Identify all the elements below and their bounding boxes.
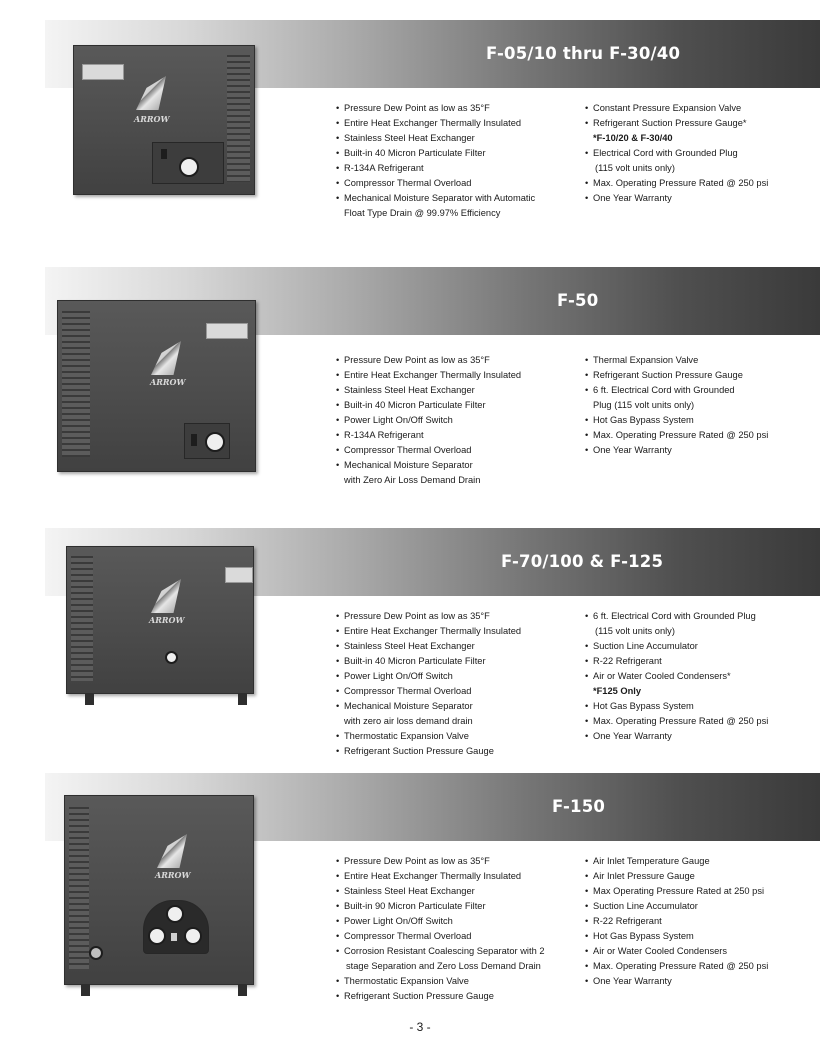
- section-title: F-70/100 & F-125: [501, 552, 664, 571]
- feature-list-left: [336, 609, 521, 759]
- dryer-unit-image: [66, 546, 254, 694]
- list-item: • One Year Warranty: [585, 191, 768, 206]
- list-item: with Zero Air Loss Demand Drain: [344, 475, 481, 485]
- list-item: with zero air loss demand drain: [344, 716, 473, 726]
- list-item: • Pressure Dew Point as low as 35°F: [336, 353, 521, 368]
- list-item: • One Year Warranty: [585, 443, 768, 458]
- list-item: • R-22 Refrigerant: [585, 654, 768, 669]
- pressure-gauge-icon: [148, 927, 166, 945]
- temperature-gauge-icon: [166, 905, 184, 923]
- refrigerant-gauge-icon: [184, 927, 202, 945]
- list-item: • Pressure Dew Point as low as 35°F: [336, 101, 535, 116]
- arrow-logo-icon: [136, 76, 166, 110]
- list-item: • Built-in 40 Micron Particulate Filter: [336, 146, 535, 161]
- list-item: Float Type Drain @ 99.97% Efficiency: [344, 208, 501, 218]
- vent-grille: [71, 556, 93, 682]
- list-item: • Built-in 40 Micron Particulate Filter: [336, 398, 521, 413]
- brand-name: ARROW: [134, 114, 170, 124]
- list-item: • Air Inlet Temperature Gauge: [585, 854, 768, 869]
- brand-name: ARROW: [149, 615, 185, 625]
- control-panel: [184, 423, 230, 459]
- label-plate: [82, 64, 124, 80]
- feature-list-left: [336, 353, 521, 488]
- list-item: • One Year Warranty: [585, 729, 768, 744]
- list-item: • Suction Line Accumulator: [585, 899, 768, 914]
- pressure-gauge-icon: [205, 432, 225, 452]
- arrow-logo-icon: [151, 579, 181, 613]
- list-item: • Entire Heat Exchanger Thermally Insulated: [336, 869, 545, 884]
- pressure-gauge-icon: [179, 157, 199, 177]
- list-item: • Thermostatic Expansion Valve: [336, 974, 545, 989]
- list-item: • R-22 Refrigerant: [585, 914, 768, 929]
- feature-list-left: [336, 854, 545, 1004]
- arrow-logo-icon: [151, 341, 181, 375]
- section-title: F-05/10 thru F-30/40: [486, 44, 681, 63]
- list-item: Plug (115 volt units only): [593, 400, 695, 410]
- list-item: • 6 ft. Electrical Cord with Grounded: [585, 383, 768, 398]
- list-item: • Max. Operating Pressure Rated @ 250 psi: [585, 959, 768, 974]
- list-item: • Compressor Thermal Overload: [336, 684, 521, 699]
- list-item: • Compressor Thermal Overload: [336, 176, 535, 191]
- list-item: • Stainless Steel Heat Exchanger: [336, 639, 521, 654]
- unit-leg: [85, 693, 94, 705]
- unit-leg: [81, 984, 90, 996]
- list-item: (115 volt units only): [595, 626, 675, 636]
- power-switch-icon: [171, 933, 177, 941]
- list-item: • Suction Line Accumulator: [585, 639, 768, 654]
- label-plate: [206, 323, 248, 339]
- list-item: • Stainless Steel Heat Exchanger: [336, 383, 521, 398]
- list-item: • 6 ft. Electrical Cord with Grounded Plug: [585, 609, 768, 624]
- control-panel: [143, 900, 209, 954]
- list-item: • Entire Heat Exchanger Thermally Insulated: [336, 116, 535, 131]
- list-item: • Power Light On/Off Switch: [336, 413, 521, 428]
- list-item: • Power Light On/Off Switch: [336, 669, 521, 684]
- unit-leg: [238, 984, 247, 996]
- list-item: • Power Light On/Off Switch: [336, 914, 545, 929]
- list-item: (115 volt units only): [595, 163, 675, 173]
- list-item: • Max Operating Pressure Rated at 250 psi: [585, 884, 768, 899]
- brand-name: ARROW: [155, 870, 191, 880]
- brand-name: ARROW: [150, 377, 186, 387]
- list-item: • Compressor Thermal Overload: [336, 443, 521, 458]
- list-item: • Refrigerant Suction Pressure Gauge: [336, 744, 521, 759]
- list-item: • Hot Gas Bypass System: [585, 929, 768, 944]
- list-item: • Pressure Dew Point as low as 35°F: [336, 854, 545, 869]
- list-item: • Entire Heat Exchanger Thermally Insulated: [336, 368, 521, 383]
- label-plate: [225, 567, 253, 583]
- dryer-unit-image: [64, 795, 254, 985]
- list-item: • Mechanical Moisture Separator: [336, 699, 521, 714]
- feature-list-left: [336, 101, 535, 221]
- control-panel: [152, 142, 224, 184]
- list-item: • Refrigerant Suction Pressure Gauge*: [585, 116, 768, 131]
- list-item: • Refrigerant Suction Pressure Gauge: [336, 989, 545, 1004]
- list-item: • Air or Water Cooled Condensers*: [585, 669, 768, 684]
- list-item: • Air or Water Cooled Condensers: [585, 944, 768, 959]
- list-item: • Max. Operating Pressure Rated @ 250 psi: [585, 714, 768, 729]
- dryer-unit-image: [73, 45, 255, 195]
- pressure-gauge-icon: [165, 651, 178, 664]
- vent-grille: [69, 807, 90, 969]
- power-switch-icon: [191, 434, 197, 446]
- list-item: *F-10/20 & F-30/40: [593, 133, 673, 143]
- feature-list-right: [585, 353, 768, 458]
- vent-grille: [62, 311, 90, 457]
- feature-list-right: [585, 854, 768, 989]
- arrow-logo-icon: [157, 834, 187, 868]
- list-item: • R-134A Refrigerant: [336, 161, 535, 176]
- list-item: • Max. Operating Pressure Rated @ 250 psi: [585, 176, 768, 191]
- list-item: • One Year Warranty: [585, 974, 768, 989]
- list-item: • Refrigerant Suction Pressure Gauge: [585, 368, 768, 383]
- list-item: • Constant Pressure Expansion Valve: [585, 101, 768, 116]
- section-title: F-50: [557, 291, 599, 310]
- list-item: • Electrical Cord with Grounded Plug: [585, 146, 768, 161]
- power-switch-icon: [161, 149, 167, 159]
- vent-grille: [227, 55, 250, 182]
- list-item: • Thermal Expansion Valve: [585, 353, 768, 368]
- list-item: • Built-in 40 Micron Particulate Filter: [336, 654, 521, 669]
- list-item: • Max. Operating Pressure Rated @ 250 psi: [585, 428, 768, 443]
- feature-list-right: [585, 609, 768, 744]
- list-item: • Mechanical Moisture Separator with Automatic: [336, 191, 535, 206]
- list-item: • Stainless Steel Heat Exchanger: [336, 884, 545, 899]
- list-item: • Compressor Thermal Overload: [336, 929, 545, 944]
- list-item: • Hot Gas Bypass System: [585, 413, 768, 428]
- list-item: • Stainless Steel Heat Exchanger: [336, 131, 535, 146]
- section-title: F-150: [552, 797, 606, 816]
- list-item: • Corrosion Resistant Coalescing Separator with 2: [336, 944, 545, 959]
- feature-list-right: [585, 101, 768, 206]
- unit-leg: [238, 693, 247, 705]
- list-item: • Hot Gas Bypass System: [585, 699, 768, 714]
- list-item: • Entire Heat Exchanger Thermally Insulated: [336, 624, 521, 639]
- list-item: *F125 Only: [593, 686, 642, 696]
- list-item: • Pressure Dew Point as low as 35°F: [336, 609, 521, 624]
- page-number: - 3 -: [409, 1020, 431, 1034]
- list-item: • Air Inlet Pressure Gauge: [585, 869, 768, 884]
- list-item: • Thermostatic Expansion Valve: [336, 729, 521, 744]
- list-item: • R-134A Refrigerant: [336, 428, 521, 443]
- list-item: • Mechanical Moisture Separator: [336, 458, 521, 473]
- list-item: • Built-in 90 Micron Particulate Filter: [336, 899, 545, 914]
- dryer-unit-image: [57, 300, 256, 472]
- list-item: stage Separation and Zero Loss Demand Drain: [346, 961, 541, 971]
- inlet-port-icon: [89, 946, 103, 960]
